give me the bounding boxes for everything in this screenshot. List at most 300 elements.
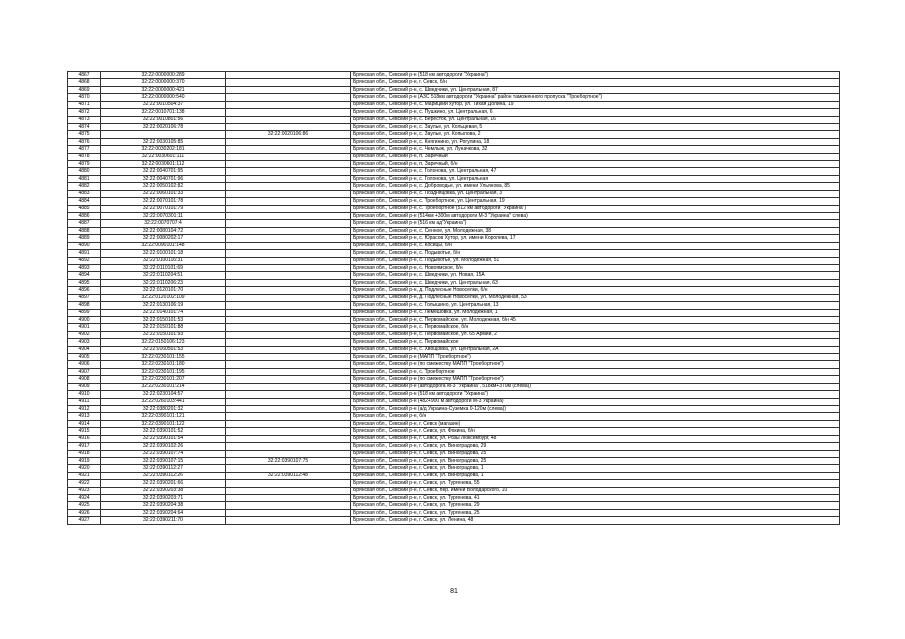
previous-number-cell: [226, 161, 351, 168]
row-number-cell: 4913: [68, 413, 101, 420]
cadastral-number-cell: 32:22:0100116:31: [101, 257, 226, 264]
previous-number-cell: [226, 398, 351, 405]
previous-number-cell: [226, 302, 351, 309]
previous-number-cell: [226, 175, 351, 182]
row-number-cell: 4882: [68, 183, 101, 190]
previous-number-cell: [226, 443, 351, 450]
row-number-cell: 4879: [68, 161, 101, 168]
table-row: [68, 94, 840, 101]
row-number-cell: 4873: [68, 116, 101, 123]
table-row: [68, 391, 840, 398]
row-number-cell: 4888: [68, 227, 101, 234]
address-cell: Брянская обл., Севский р-н, г. Севск, ул. Виноградова, 25: [351, 457, 840, 464]
cadastral-number-cell: [101, 131, 226, 138]
address-cell: Брянская обл., Севский р-н, г. Севск, ул. Тургенева, 25: [351, 509, 840, 516]
cadastral-number-cell: 32:22:0390101:122: [101, 420, 226, 427]
row-number-cell: 4884: [68, 198, 101, 205]
table-row: [68, 138, 840, 145]
cadastral-number-cell: 32:22:0390107:74: [101, 450, 226, 457]
address-cell: Брянская обл., Севский р-н, с. Пушкино, ул. Центральная, 6: [351, 109, 840, 116]
address-cell: Брянская обл., Севский р-н (по смежеству МАПП "Троебортное"): [351, 361, 840, 368]
address-cell: Брянская обл., Севский р-н, с. Шведчики, ул. Новая, 15А: [351, 272, 840, 279]
table-row: [68, 509, 840, 516]
table-row: [68, 287, 840, 294]
address-cell: Брянская обл., Севский р-н, с. Голонова, ул. Центральная: [351, 175, 840, 182]
table-row: [68, 161, 840, 168]
address-cell: Брянская обл., Севский р-н, с. Лемешовка, ул. Молодежная, 1: [351, 309, 840, 316]
table-row: [68, 480, 840, 487]
previous-number-cell: [226, 213, 351, 220]
row-number-cell: 4872: [68, 109, 101, 116]
address-cell: Брянская обл., Севский р-н, г. Севск, ул. Виноградова, 1: [351, 472, 840, 479]
address-cell: Брянская обл., Севский р-н, с. Шведчики, ул. Центральная, 87: [351, 86, 840, 93]
previous-number-cell: [226, 316, 351, 323]
address-cell: Брянская обл., Севский р-н, с. Голышино, ул. Центральная, 13: [351, 302, 840, 309]
table-row: [68, 376, 840, 383]
previous-number-cell: [226, 242, 351, 249]
cadastral-number-cell: 32:22:0230101:195: [101, 368, 226, 375]
address-cell: Брянская обл., Севский р-н, с. Первомайское, ул. 65 Армии, 2: [351, 331, 840, 338]
cadastral-number-cell: 32:22:0120101:70: [101, 287, 226, 294]
previous-number-cell: [226, 272, 351, 279]
table-row: [68, 109, 840, 116]
cadastral-number-cell: 32:22:0150101:53: [101, 316, 226, 323]
table-row: [68, 272, 840, 279]
cadastral-number-cell: 32:22:0100101:18: [101, 250, 226, 257]
row-number-cell: 4911: [68, 398, 101, 405]
address-cell: Брянская обл., Севский р-н (514км +300м автодороги М-3 "Украина" слева): [351, 213, 840, 220]
table-row: [68, 257, 840, 264]
table-row: [68, 168, 840, 175]
address-cell: Брянская обл., Севский р-н, г. Севск, ул. Фокина, б/н: [351, 428, 840, 435]
table-row: [68, 175, 840, 182]
previous-number-cell: 32:22:0020106:86: [226, 131, 351, 138]
cadastral-number-cell: 32:22:0230101:207: [101, 376, 226, 383]
previous-number-cell: [226, 72, 351, 79]
row-number-cell: 4901: [68, 324, 101, 331]
cadastral-number-cell: 32:22:0390101:121: [101, 413, 226, 420]
previous-number-cell: [226, 361, 351, 368]
row-number-cell: 4908: [68, 376, 101, 383]
address-cell: Брянская обл., Севский р-н, с. Чемлыж, ул. Луначкова, 32: [351, 146, 840, 153]
previous-number-cell: [226, 227, 351, 234]
table-row: [68, 279, 840, 286]
cadastral-number-cell: 32:22:0010504:37: [101, 101, 226, 108]
previous-number-cell: [226, 495, 351, 502]
previous-number-cell: [226, 101, 351, 108]
row-number-cell: 4927: [68, 517, 101, 524]
cadastral-number-cell: 32:22:0390201:66: [101, 480, 226, 487]
previous-number-cell: [226, 86, 351, 93]
previous-number-cell: [226, 331, 351, 338]
address-cell: Брянская обл., Севский р-н (МАПП "Троебортное"): [351, 354, 840, 361]
address-cell: Брянская обл., Севский р-н, д. Подлесные Новоселки, б/н: [351, 287, 840, 294]
table-row: [68, 465, 840, 472]
table-row: [68, 116, 840, 123]
table-row: [68, 413, 840, 420]
row-number-cell: 4887: [68, 220, 101, 227]
row-number-cell: 4886: [68, 213, 101, 220]
address-cell: Брянская обл., Севский р-н, с. Голонова, ул. Центральная, 47: [351, 168, 840, 175]
address-cell: Брянская обл., Севский р-н, г. Севск, ул. Виноградова, 25: [351, 450, 840, 457]
previous-number-cell: [226, 502, 351, 509]
address-cell: Брянская обл., Севский р-н, с. Марицкий хутор, ул. Тихая Долина, 19: [351, 101, 840, 108]
row-number-cell: 4910: [68, 391, 101, 398]
row-number-cell: 4876: [68, 138, 101, 145]
cadastral-number-cell: 32:22:0070301:11: [101, 213, 226, 220]
previous-number-cell: [226, 79, 351, 86]
address-cell: Брянская обл., Севский р-н, д. Подлесные Новоселки, ул. Молодежная, 53: [351, 294, 840, 301]
previous-number-cell: 32:22:0390107:75: [226, 457, 351, 464]
table-row: [68, 346, 840, 353]
records-table-body: [68, 72, 840, 525]
previous-number-cell: [226, 153, 351, 160]
address-cell: Брянская обл., Севский р-н (автодорога М-3 "Украина", 518км+370м (слева)): [351, 383, 840, 390]
previous-number-cell: [226, 435, 351, 442]
cadastral-number-cell: 32:22:0390211:70: [101, 517, 226, 524]
row-number-cell: 4926: [68, 509, 101, 516]
row-number-cell: 4885: [68, 205, 101, 212]
table-row: [68, 517, 840, 524]
row-number-cell: 4914: [68, 420, 101, 427]
cadastral-number-cell: 32:22:0260103:441: [101, 398, 226, 405]
cadastral-number-cell: 32:22:0160501:53: [101, 346, 226, 353]
address-cell: Брянская обл., Севский р-н, с. Шведчики, ул. Центральная, 63: [351, 279, 840, 286]
address-cell: Брянская обл., Севский р-н, с. Подывотье, ул. Молодежная, 51: [351, 257, 840, 264]
previous-number-cell: [226, 405, 351, 412]
row-number-cell: 4899: [68, 309, 101, 316]
address-cell: Брянская обл., Севский р-н, с. Заулье, ул. Кольцевая, 5: [351, 123, 840, 130]
address-cell: Брянская обл., Севский р-н, г. Севск (магазин): [351, 420, 840, 427]
row-number-cell: 4920: [68, 465, 101, 472]
cadastral-number-cell: 32:22:0020106:78: [101, 123, 226, 130]
cadastral-number-cell: 32:22:0390112:26: [101, 472, 226, 479]
cadastral-number-cell: 32:22:0150106:123: [101, 339, 226, 346]
address-cell: Брянская обл., Севский р-н, с. Первомайское, ул. Молодежная, б/н 45: [351, 316, 840, 323]
row-number-cell: 4897: [68, 294, 101, 301]
address-cell: Брянская обл., Севский р-н, с. Подывотье, б/н: [351, 250, 840, 257]
row-number-cell: 4869: [68, 86, 101, 93]
previous-number-cell: [226, 324, 351, 331]
table-row: [68, 361, 840, 368]
row-number-cell: 4902: [68, 331, 101, 338]
cadastral-number-cell: 32:22:0070101:78: [101, 198, 226, 205]
table-row: [68, 472, 840, 479]
cadastral-number-cell: 32:22:0230101:155: [101, 354, 226, 361]
cadastral-number-cell: 32:22:0070707:4: [101, 220, 226, 227]
address-cell: Брянская обл., Севский р-н, г. Севск, ул. Тургенева, 55: [351, 480, 840, 487]
previous-number-cell: 32:22:0390112:48: [226, 472, 351, 479]
previous-number-cell: [226, 420, 351, 427]
table-row: [68, 213, 840, 220]
address-cell: Брянская обл., Севский р-н, г. Севск, б/н: [351, 79, 840, 86]
previous-number-cell: [226, 391, 351, 398]
cadastral-number-cell: 32:22:0390112:27: [101, 465, 226, 472]
previous-number-cell: [226, 235, 351, 242]
previous-number-cell: [226, 198, 351, 205]
cadastral-number-cell: 32:22:0390203:38: [101, 487, 226, 494]
cadastral-number-cell: 32:22:0040701:96: [101, 175, 226, 182]
address-cell: Брянская обл., Севский р-н (АЗС 518км автодороги "Украина" район таможенного пропуска "Троебортное"): [351, 94, 840, 101]
previous-number-cell: [226, 376, 351, 383]
previous-number-cell: [226, 94, 351, 101]
row-number-cell: 4923: [68, 487, 101, 494]
previous-number-cell: [226, 428, 351, 435]
row-number-cell: 4900: [68, 316, 101, 323]
address-cell: Брянская обл., Севский р-н, г. Севск, ул. Ленина, 48: [351, 517, 840, 524]
address-cell: Брянская обл., Севский р-н, с. Доброводье, ул. имени Ульянова, 85: [351, 183, 840, 190]
row-number-cell: 4918: [68, 450, 101, 457]
previous-number-cell: [226, 339, 351, 346]
row-number-cell: 4916: [68, 435, 101, 442]
cadastral-number-cell: 32:22:0390204:64: [101, 509, 226, 516]
cadastral-number-cell: 32:22:0390102:26: [101, 443, 226, 450]
address-cell: Брянская обл., Севский р-н, с. Троебортное, ул. Центральная, 19: [351, 198, 840, 205]
row-number-cell: 4880: [68, 168, 101, 175]
row-number-cell: 4905: [68, 354, 101, 361]
row-number-cell: 4867: [68, 72, 101, 79]
table-row: [68, 398, 840, 405]
table-row: [68, 420, 840, 427]
row-number-cell: 4925: [68, 502, 101, 509]
table-row: [68, 242, 840, 249]
cadastral-number-cell: 32:22:0010801:56: [101, 116, 226, 123]
table-row: [68, 495, 840, 502]
previous-number-cell: [226, 450, 351, 457]
cadastral-number-cell: 32:22:0380201:32: [101, 405, 226, 412]
address-cell: Брянская обл., Севский р-н, г. Севск, ул. Виноградова, 29: [351, 443, 840, 450]
cadastral-number-cell: 32:22:0050102:82: [101, 183, 226, 190]
cadastral-number-cell: 32:22:0390101:54: [101, 435, 226, 442]
previous-number-cell: [226, 183, 351, 190]
table-row: [68, 450, 840, 457]
table-row: [68, 227, 840, 234]
address-cell: Брянская обл., Севский р-н, п. Заречный, б/н: [351, 161, 840, 168]
previous-number-cell: [226, 487, 351, 494]
previous-number-cell: [226, 264, 351, 271]
address-cell: Брянская обл., Севский р-н (по смежеству МАПП "Троебортное"): [351, 376, 840, 383]
table-row: [68, 220, 840, 227]
row-number-cell: 4898: [68, 302, 101, 309]
row-number-cell: 4915: [68, 428, 101, 435]
row-number-cell: 4924: [68, 495, 101, 502]
row-number-cell: 4889: [68, 235, 101, 242]
previous-number-cell: [226, 509, 351, 516]
address-cell: Брянская обл., Севский р-н, г. Севск, пер. имени Володарского, 10: [351, 487, 840, 494]
table-row: [68, 331, 840, 338]
row-number-cell: 4881: [68, 175, 101, 182]
address-cell: Брянская обл., Севский р-н, с. Первомайское, б/н: [351, 324, 840, 331]
table-row: [68, 487, 840, 494]
previous-number-cell: [226, 279, 351, 286]
row-number-cell: 4912: [68, 405, 101, 412]
cadastral-number-cell: 32:22:0040701:95: [101, 168, 226, 175]
row-number-cell: 4921: [68, 472, 101, 479]
cadastral-number-cell: 32:22:0010701:138: [101, 109, 226, 116]
cadastral-number-cell: 32:22:0130106:19: [101, 302, 226, 309]
cadastral-number-cell: 32:22:0030601:112: [101, 161, 226, 168]
row-number-cell: 4909: [68, 383, 101, 390]
address-cell: Брянская обл., Севский р-н, с. Троебортное: [351, 368, 840, 375]
row-number-cell: 4877: [68, 146, 101, 153]
cadastral-number-cell: 32:22:0390203:71: [101, 495, 226, 502]
address-cell: Брянская обл., Севский р-н, с. Поздняцовка, ул. Центральная, 3: [351, 190, 840, 197]
row-number-cell: 4878: [68, 153, 101, 160]
table-row: [68, 183, 840, 190]
cadastral-number-cell: 32:22:0090101:148: [101, 242, 226, 249]
table-row: [68, 368, 840, 375]
address-cell: Брянская обл., Севский р-н, б/н: [351, 413, 840, 420]
table-row: [68, 339, 840, 346]
previous-number-cell: [226, 413, 351, 420]
cadastral-number-cell: 32:22:0390101:52: [101, 428, 226, 435]
records-table: [67, 71, 840, 525]
table-row: [68, 86, 840, 93]
address-cell: Брянская обл., Севский р-н, г. Севск, ул. Тургенева, 41: [351, 495, 840, 502]
cadastral-number-cell: 32:22:0080104:72: [101, 227, 226, 234]
row-number-cell: 4868: [68, 79, 101, 86]
address-cell: Брянская обл., Севский р-н (518 км автодороги "Украина"): [351, 391, 840, 398]
table-row: [68, 428, 840, 435]
address-cell: Брянская обл., Севский р-н, г. Севск, ул. Виноградова, 1: [351, 465, 840, 472]
table-row: [68, 502, 840, 509]
address-cell: Брянская обл., Севский р-н, с. Первомайское: [351, 339, 840, 346]
previous-number-cell: [226, 346, 351, 353]
previous-number-cell: [226, 146, 351, 153]
cadastral-number-cell: 32:22:0030601:111: [101, 153, 226, 160]
cadastral-number-cell: 32:22:0120102:109: [101, 294, 226, 301]
previous-number-cell: [226, 287, 351, 294]
row-number-cell: 4874: [68, 123, 101, 130]
previous-number-cell: [226, 116, 351, 123]
cadastral-number-cell: 32:22:0110101:69: [101, 264, 226, 271]
table-row: [68, 324, 840, 331]
cadastral-number-cell: 32:22:0390204:38: [101, 502, 226, 509]
row-number-cell: 4890: [68, 242, 101, 249]
previous-number-cell: [226, 109, 351, 116]
previous-number-cell: [226, 354, 351, 361]
cadastral-number-cell: 32:22:0060101:33: [101, 190, 226, 197]
row-number-cell: 4922: [68, 480, 101, 487]
cadastral-number-cell: 32:22:0080202:17: [101, 235, 226, 242]
table-row: [68, 405, 840, 412]
address-cell: Брянская обл., Севский р-н, с. Новоямское, б/н: [351, 264, 840, 271]
table-row: [68, 235, 840, 242]
previous-number-cell: [226, 480, 351, 487]
cadastral-number-cell: 32:22:0030105:85: [101, 138, 226, 145]
previous-number-cell: [226, 168, 351, 175]
address-cell: Брянская обл., Севский р-н, г. Севск, ул. Тургенева, 29: [351, 502, 840, 509]
previous-number-cell: [226, 368, 351, 375]
address-cell: Брянская обл., Севский р-н, г. Севск, ул. Розы Люксембург, 48: [351, 435, 840, 442]
table-row: [68, 302, 840, 309]
table-row: [68, 264, 840, 271]
previous-number-cell: [226, 465, 351, 472]
previous-number-cell: [226, 138, 351, 145]
address-cell: Брянская обл., Севский р-н, с. Юрасов Хутор, ул. имени Королева, 17: [351, 235, 840, 242]
row-number-cell: 4883: [68, 190, 101, 197]
cadastral-number-cell: 32:22:0000000:540: [101, 94, 226, 101]
table-row: [68, 123, 840, 130]
cadastral-number-cell: 32:22:0030202:181: [101, 146, 226, 153]
cadastral-number-cell: 32:22:0140101:74: [101, 309, 226, 316]
cadastral-number-cell: 32:22:0000000:289: [101, 72, 226, 79]
row-number-cell: 4871: [68, 101, 101, 108]
address-cell: Брянская обл., Севский р-н, с. Бересток, ул. Центральная, 16: [351, 116, 840, 123]
row-number-cell: 4904: [68, 346, 101, 353]
table-row: [68, 294, 840, 301]
cadastral-number-cell: 32:22:0070101:79: [101, 205, 226, 212]
row-number-cell: 4907: [68, 368, 101, 375]
table-row: [68, 443, 840, 450]
table-row: [68, 190, 840, 197]
address-cell: Брянская обл., Севский р-н, с. Сенное, ул. Молодежная, 38: [351, 227, 840, 234]
row-number-cell: 4893: [68, 264, 101, 271]
table-row: [68, 72, 840, 79]
previous-number-cell: [226, 250, 351, 257]
address-cell: Брянская обл., Севский р-н (518 км автодороги "Украина"): [351, 72, 840, 79]
address-cell: Брянская обл., Севский р-н (а/д Украина-Суземка 0-120м (слева)): [351, 405, 840, 412]
table-row: [68, 383, 840, 390]
cadastral-number-cell: 32:22:0230101:214: [101, 383, 226, 390]
row-number-cell: 4903: [68, 339, 101, 346]
table-row: [68, 309, 840, 316]
previous-number-cell: [226, 190, 351, 197]
table-row: [68, 198, 840, 205]
previous-number-cell: [226, 123, 351, 130]
row-number-cell: 4896: [68, 287, 101, 294]
table-row: [68, 250, 840, 257]
table-row: [68, 435, 840, 442]
row-number-cell: 4894: [68, 272, 101, 279]
table-row: [68, 354, 840, 361]
cadastral-number-cell: 32:22:0230104:57: [101, 391, 226, 398]
previous-number-cell: [226, 517, 351, 524]
row-number-cell: 4875: [68, 131, 101, 138]
row-number-cell: 4892: [68, 257, 101, 264]
cadastral-number-cell: 32:22:0150101:93: [101, 331, 226, 338]
previous-number-cell: [226, 220, 351, 227]
previous-number-cell: [226, 309, 351, 316]
address-cell: Брянская обл., Севский р-н, п. Заречный: [351, 153, 840, 160]
cadastral-number-cell: 32:22:0150101:88: [101, 324, 226, 331]
row-number-cell: 4917: [68, 443, 101, 450]
table-row: [68, 131, 840, 138]
cadastral-number-cell: 32:22:0000000:421: [101, 86, 226, 93]
row-number-cell: 4919: [68, 457, 101, 464]
previous-number-cell: [226, 205, 351, 212]
address-cell: Брянская обл., Севский р-н (482+900 м автодороги М-3 Украина): [351, 398, 840, 405]
address-cell: Брянская обл., Севский р-н, с. Княгинино, ул. Рогулина, 18: [351, 138, 840, 145]
address-cell: Брянская обл., Севский р-н (516 км ад"Украина"): [351, 220, 840, 227]
table-row: [68, 457, 840, 464]
row-number-cell: 4891: [68, 250, 101, 257]
previous-number-cell: [226, 257, 351, 264]
row-number-cell: 4895: [68, 279, 101, 286]
cadastral-number-cell: 32:22:0230101:180: [101, 361, 226, 368]
cadastral-number-cell: 32:22:0110206:23: [101, 279, 226, 286]
address-cell: Брянская обл., Севский р-н, с. Хвощовка, ул. Центральная, 2А: [351, 346, 840, 353]
table-row: [68, 153, 840, 160]
page-number: 81: [450, 588, 458, 595]
address-cell: Брянская обл., Севский р-н, с. Троебортное (512 км автодороги "Украина"): [351, 205, 840, 212]
previous-number-cell: [226, 383, 351, 390]
row-number-cell: 4870: [68, 94, 101, 101]
cadastral-number-cell: 32:22:0000000:370: [101, 79, 226, 86]
table-row: [68, 316, 840, 323]
table-row: [68, 146, 840, 153]
row-number-cell: 4906: [68, 361, 101, 368]
